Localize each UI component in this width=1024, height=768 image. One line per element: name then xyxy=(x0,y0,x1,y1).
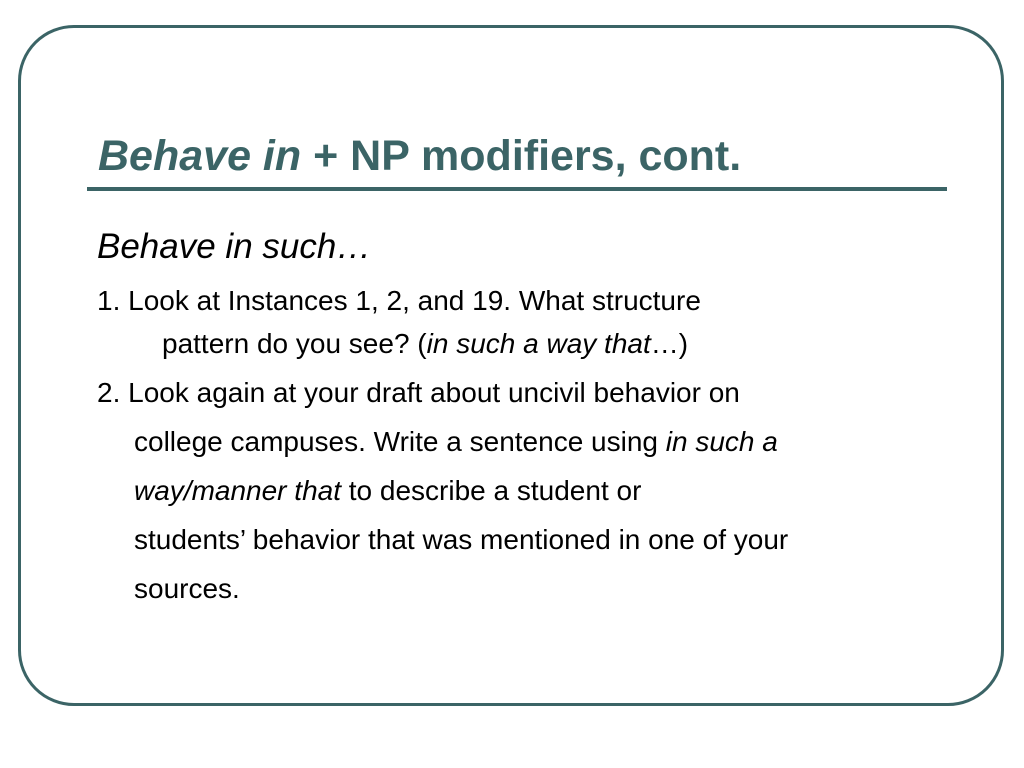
item2-line5: sources. xyxy=(134,573,240,604)
title-underline xyxy=(87,187,947,191)
item2-line3-suffix: to describe a student or xyxy=(341,475,642,506)
slide-subtitle: Behave in such… xyxy=(97,227,372,266)
item1-line2-italic: in such a way that xyxy=(426,328,651,359)
title-rest: + NP modifiers, cont. xyxy=(301,132,742,180)
item1-line2 xyxy=(162,327,688,361)
title-italic-part: Behave in xyxy=(98,132,302,180)
item2-line3 xyxy=(97,466,788,515)
item2-paragraph xyxy=(97,368,788,613)
item2-line4: students’ behavior that was mentioned in one of your xyxy=(134,524,789,555)
slide-title xyxy=(98,126,741,186)
item2-line2-italic: in such a xyxy=(665,426,778,457)
item2-line1: 2. Look again at your draft about uncivil behavior on xyxy=(97,377,740,408)
item1-line2-prefix: pattern do you see? ( xyxy=(162,328,427,359)
item2-line2-prefix: college campuses. Write a sentence using xyxy=(134,426,666,457)
item1-line2-suffix: …) xyxy=(650,328,689,359)
item1-line1: 1. Look at Instances 1, 2, and 19. What structure xyxy=(97,285,701,316)
item2-line3-italic: way/manner that xyxy=(134,475,341,506)
item2-line2 xyxy=(97,417,788,466)
